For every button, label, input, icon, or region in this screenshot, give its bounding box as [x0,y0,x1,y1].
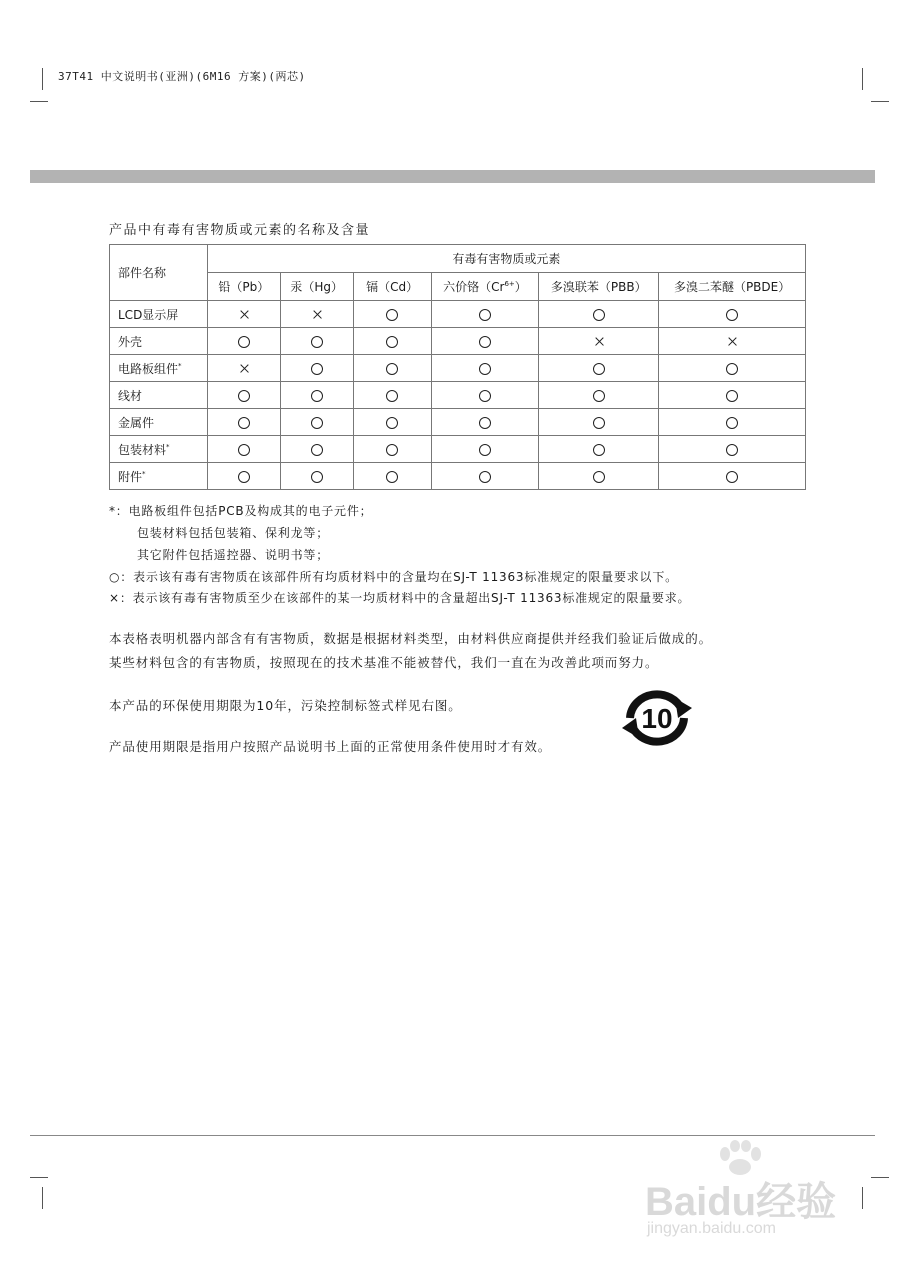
substance-cell [207,409,280,436]
table-row [110,382,806,409]
within-limit-mark [238,471,250,483]
within-limit-mark [726,363,738,375]
within-limit-mark [593,444,605,456]
within-limit-mark [386,390,398,402]
within-limit-mark [726,417,738,429]
substance-cell [539,355,659,382]
within-limit-mark [479,336,491,348]
substance-cell [353,355,431,382]
substances-group-header: 有毒有害物质或元素 [207,245,805,273]
within-limit-mark [479,363,491,375]
within-limit-mark [593,471,605,483]
substance-cell [659,409,806,436]
within-limit-mark [726,390,738,402]
within-limit-mark [386,309,398,321]
substance-cell [659,463,806,490]
substance-cell [207,436,280,463]
within-limit-mark [593,390,605,402]
hazardous-substances-table [109,244,806,490]
column-header-cr6: 六价铬$(Cr^{6+})$ [431,273,539,301]
crop-mark [871,101,889,102]
substance-cell [659,436,806,463]
substance-cell [431,436,539,463]
within-limit-mark [311,336,323,348]
crop-mark [862,68,863,90]
part-name-cell: 包装材料* [110,436,208,463]
column-header-pb: 铅（Pb） [207,273,280,301]
substance-cell [539,436,659,463]
within-limit-mark [311,444,323,456]
part-name-cell: 外壳 [110,328,208,355]
table-row [110,355,806,382]
note-circle: ○：表示该有毒有害物质在该部件所有均质材料中的含量均在SJ-T 11363标准规定的限量要求以下。 [109,570,678,584]
substance-cell [659,382,806,409]
within-limit-mark [386,417,398,429]
baidu-watermark [645,1140,860,1250]
substance-cell [207,382,280,409]
substance-cell [431,409,539,436]
exceeds-limit-mark [311,309,323,321]
table-row [110,301,806,328]
substance-cell [659,355,806,382]
substance-cell [207,355,280,382]
substance-cell [539,382,659,409]
within-limit-mark [479,309,491,321]
substance-cell [431,301,539,328]
table-row [110,463,806,490]
within-limit-mark [479,390,491,402]
table-title: 产品中有毒有害物质或元素的名称及含量 [109,223,371,238]
watermark-url: jingyan.baidu.com [647,1220,776,1237]
part-name-cell: LCD显示屏 [110,301,208,328]
table-row [110,436,806,463]
within-limit-mark [593,417,605,429]
paragraph-1-line-2: 某些材料包含的有害物质，按照现在的技术基准不能被替代，我们一直在为改善此项而努力。 [109,655,659,670]
note-star-3: 其它附件包括遥控器、说明书等； [137,548,330,562]
part-name-header: 部件名称 [110,245,208,301]
note-cross: ×：表示该有毒有害物质至少在该部件的某一均质材料中的含量超出SJ-T 11363标准规定的限量要求。 [109,591,691,605]
substance-cell [207,301,280,328]
within-limit-mark [726,444,738,456]
substance-cell [280,328,353,355]
part-name-cell: 线材 [110,382,208,409]
within-limit-mark [386,336,398,348]
note-star-1: *：电路板组件包括PCB及构成其的电子元件； [109,504,373,518]
substance-cell [280,463,353,490]
crop-mark [862,1187,863,1209]
crop-mark [30,1177,48,1178]
watermark-brand: Baidu经验 [645,1180,837,1224]
within-limit-mark [386,444,398,456]
substance-cell [431,463,539,490]
header-band [30,170,875,183]
column-header-hg: 汞（Hg） [280,273,353,301]
within-limit-mark [238,336,250,348]
within-limit-mark [238,444,250,456]
note-star-2: 包装材料包括包装箱、保利龙等； [137,526,330,540]
within-limit-mark [479,471,491,483]
substance-cell [353,328,431,355]
substance-cell [353,382,431,409]
substance-cell [280,382,353,409]
substance-cell [659,301,806,328]
substance-cell [353,436,431,463]
within-limit-mark [311,471,323,483]
substance-cell [539,463,659,490]
within-limit-mark [726,309,738,321]
exceeds-limit-mark [238,309,250,321]
within-limit-mark [479,444,491,456]
within-limit-mark [311,417,323,429]
paragraph-2: 本产品的环保使用期限为10年，污染控制标签式样见右图。 [109,698,462,713]
substance-cell [280,436,353,463]
within-limit-mark [386,471,398,483]
exceeds-limit-mark [593,336,605,348]
column-header-cd: 镉（Cd） [353,273,431,301]
substance-cell [539,301,659,328]
substance-cell [431,382,539,409]
table-row [110,328,806,355]
column-header-pbde: 多溴二苯醚（PBDE） [659,273,806,301]
paragraph-3: 产品使用期限是指用户按照产品说明书上面的正常使用条件使用时才有效。 [109,739,552,754]
substance-cell [280,301,353,328]
substance-cell [659,328,806,355]
substance-cell [539,328,659,355]
table-row [110,409,806,436]
within-limit-mark [726,471,738,483]
substance-cell [353,463,431,490]
within-limit-mark [238,390,250,402]
environmental-period-10-icon [620,688,694,748]
substance-cell [353,301,431,328]
substance-cell [431,355,539,382]
within-limit-mark [386,363,398,375]
within-limit-mark [238,417,250,429]
part-name-cell: 电路板组件* [110,355,208,382]
substance-cell [280,409,353,436]
crop-mark [42,68,43,90]
within-limit-mark [311,363,323,375]
exceeds-limit-mark [238,363,250,375]
substance-cell [207,328,280,355]
paragraph-1-line-1: 本表格表明机器内部含有有害物质，数据是根据材料类型，由材料供应商提供并经我们验证后做成的。 [109,631,713,646]
substance-cell [431,328,539,355]
within-limit-mark [593,309,605,321]
within-limit-mark [311,390,323,402]
crop-mark [30,101,48,102]
substance-cell [353,409,431,436]
document-header: 37T41 中文说明书(亚洲)(6M16 方案)(两芯) [58,70,306,83]
footer-rule [30,1135,875,1136]
substance-cell [539,409,659,436]
within-limit-mark [593,363,605,375]
part-name-cell: 金属件 [110,409,208,436]
part-name-cell: 附件* [110,463,208,490]
crop-mark [42,1187,43,1209]
substance-cell [207,463,280,490]
crop-mark [871,1177,889,1178]
substance-cell [280,355,353,382]
logo-number: 10 [641,703,673,734]
exceeds-limit-mark [726,336,738,348]
within-limit-mark [479,417,491,429]
column-header-pbb: 多溴联苯（PBB） [539,273,659,301]
